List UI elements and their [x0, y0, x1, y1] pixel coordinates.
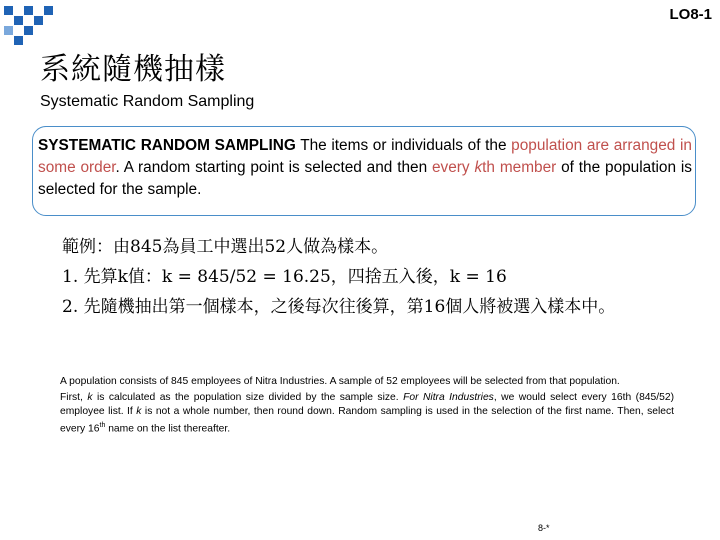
notes-italic: For Nitra Industries [403, 392, 494, 403]
page-title-chinese: 系統隨機抽樣 [40, 52, 226, 87]
definition-text [38, 135, 692, 201]
chinese-example [62, 232, 682, 322]
example-step-1: 1. 先算k值：k = 845/52 = 16.25，四捨五入後，k = 16 [62, 267, 507, 287]
notes-text: is not a whole number, then round down. Random sampling is used in the selection of the first name. Then, select every 16 [60, 406, 674, 435]
notes-text: , we would select every 16th (845/52) employee list. If [60, 392, 674, 417]
notes-text: name on the list thereafter. [105, 423, 231, 435]
logo-icon [2, 2, 72, 52]
page-title-english: Systematic Random Sampling [40, 93, 255, 110]
notes-text: is calculated as the population size divided by the sample size. [92, 392, 404, 403]
notes-superscript: th [99, 422, 106, 429]
definition-text-part: of the population is selected for the sample. [38, 159, 692, 198]
learning-objective-tag: LO8-1 [669, 6, 712, 23]
definition-term: SYSTEMATIC RANDOM SAMPLING [38, 137, 296, 154]
notes-paragraph-2 [60, 391, 674, 436]
english-notes [60, 375, 674, 438]
definition-highlight-k: k [474, 159, 483, 176]
definition-text-part: . A random starting point is selected and then [115, 159, 432, 176]
notes-paragraph-1: A population consists of 845 employees of Nitra Industries. A sample of 52 employees will be selected from that population. [60, 376, 620, 387]
definition-highlight: every [431, 159, 475, 176]
definition-highlight: population are arranged in some order [38, 137, 692, 176]
notes-k: k [136, 406, 142, 417]
page-number: 8-* [538, 523, 550, 533]
notes-k: k [87, 392, 93, 403]
notes-text: First, [60, 392, 88, 403]
definition-highlight: th member [482, 159, 557, 176]
example-step-2: 2. 先隨機抽出第一個樣本，之後每次往後算，第16個人將被選入樣本中。 [62, 297, 616, 317]
example-intro: 範例：由845為員工中選出52人做為樣本。 [62, 237, 389, 257]
definition-text-part: The items or individuals of the [295, 137, 512, 154]
